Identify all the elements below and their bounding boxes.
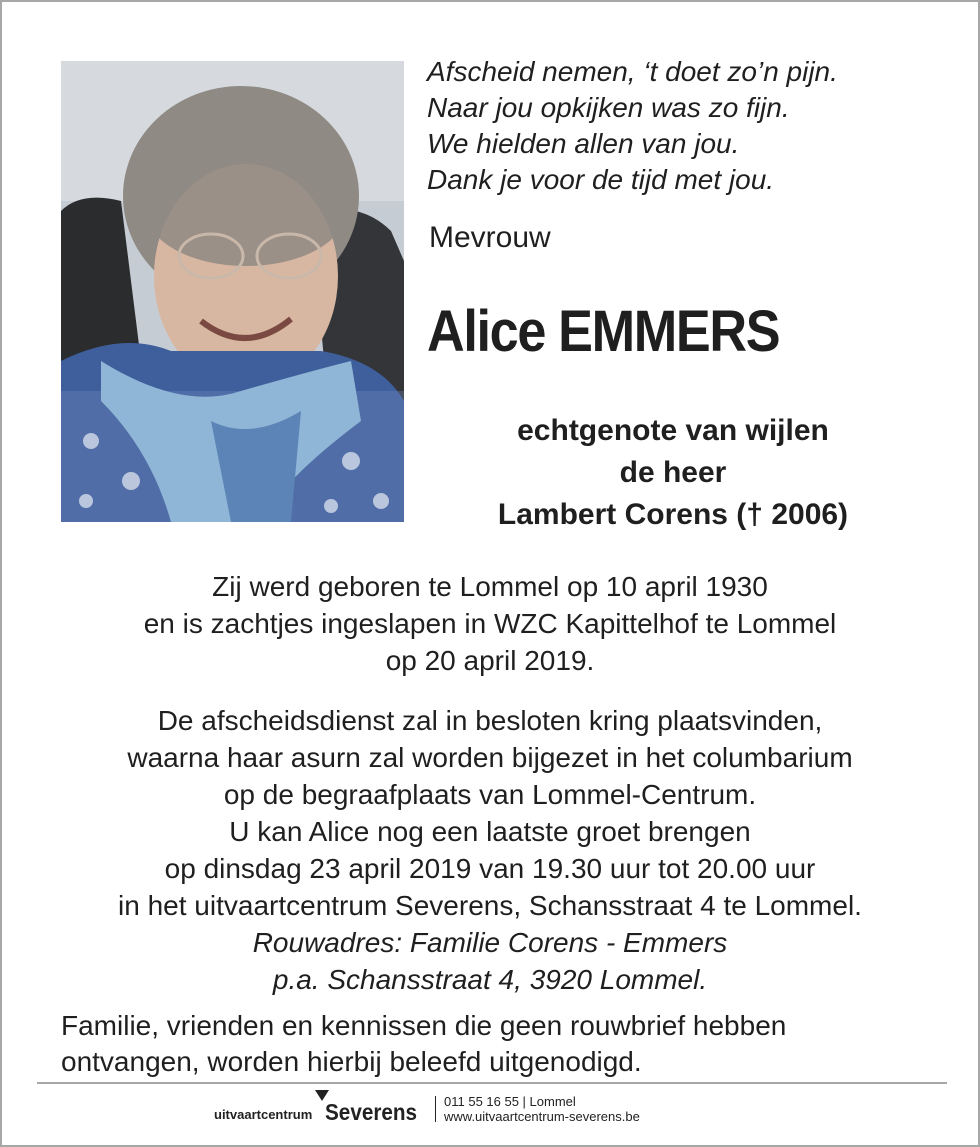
spouse-info (442, 410, 904, 536)
deceased-name: Alice EMMERS (427, 299, 780, 364)
salutation: Mevrouw (429, 221, 551, 254)
footer-brand: Severens (325, 1099, 418, 1125)
mourning-address: Rouwadres: Familie Corens - Emmers (252, 927, 728, 958)
poem-line: We hielden allen van jou. (427, 128, 740, 159)
text-line: Familie, vrienden en kennissen die geen rouwbrief hebben (61, 1010, 787, 1041)
poem (427, 54, 838, 198)
spouse-name: Lambert Corens († 2006) (497, 498, 849, 531)
footer-phone: 011 55 16 55 | Lommel (444, 1094, 576, 1109)
funeral-home-footer (202, 1088, 902, 1128)
ceremony-info (22, 702, 958, 998)
footer-divider (37, 1082, 947, 1084)
footer-separator (435, 1096, 436, 1122)
birth-death-info (22, 568, 958, 679)
spouse-line: echtgenote van wijlen (517, 414, 829, 447)
text-line: op dinsdag 23 april 2019 van 19.30 uur tot 20.00 uur (164, 853, 816, 884)
text-line: U kan Alice nog een laatste groet brengen (229, 816, 751, 847)
text-line: waarna haar asurn zal worden bijgezet in het columbarium (127, 742, 853, 773)
invitation (61, 1008, 786, 1080)
footer-prefix: uitvaartcentrum (214, 1107, 313, 1122)
poem-line: Naar jou opkijken was zo fijn. (427, 92, 790, 123)
mourning-address-line: p.a. Schansstraat 4, 3920 Lommel. (272, 964, 708, 995)
poem-line: Dank je voor de tijd met jou. (427, 164, 775, 195)
footer-website[interactable]: www.uitvaartcentrum-severens.be (444, 1109, 640, 1124)
text-line: in het uitvaartcentrum Severens, Schansstraat 4 te Lommel. (118, 890, 862, 921)
text-line: De afscheidsdienst zal in besloten kring plaatsvinden, (157, 705, 823, 736)
portrait-photo (61, 61, 404, 522)
text-line: ontvangen, worden hierbij beleefd uitgenodigd. (61, 1046, 642, 1077)
spouse-line: de heer (619, 456, 727, 489)
text-line: op de begraafplaats van Lommel-Centrum. (223, 779, 757, 810)
footer-contact (444, 1094, 640, 1124)
poem-line: Afscheid nemen, ‘t doet zo’n pijn. (427, 56, 838, 87)
text-line: Zij werd geboren te Lommel op 10 april 1930 (212, 571, 768, 602)
text-line: en is zachtjes ingeslapen in WZC Kapittelhof te Lommel (143, 608, 837, 639)
text-line: op 20 april 2019. (385, 645, 595, 676)
